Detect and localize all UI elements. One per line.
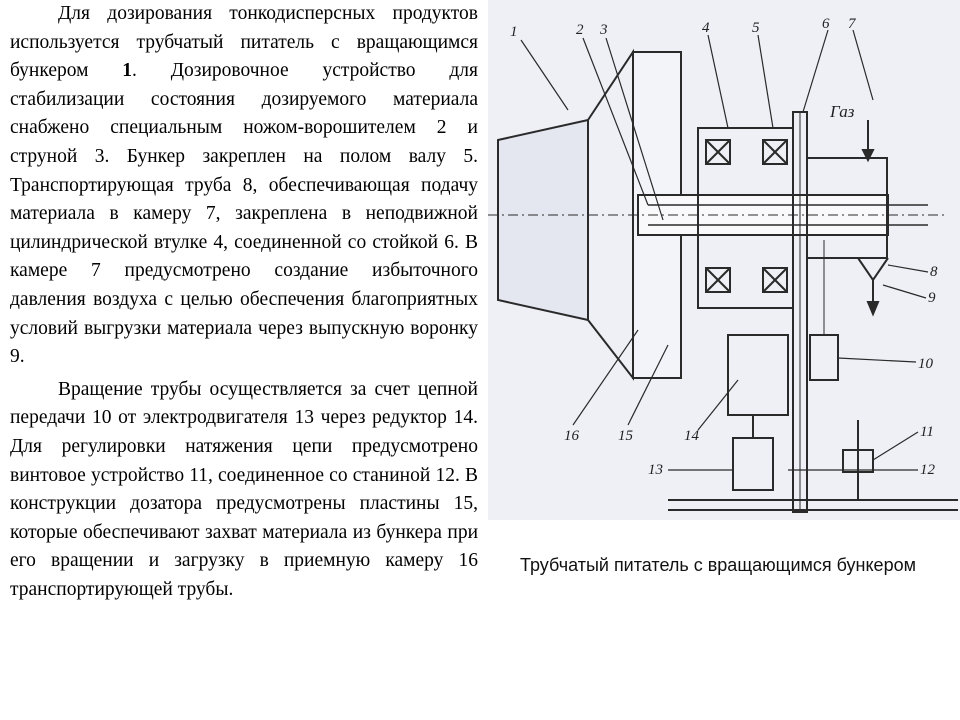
feeder-drawing bbox=[488, 0, 960, 520]
bunker-rim bbox=[498, 120, 588, 320]
reducer-14 bbox=[728, 335, 788, 415]
feeder-diagram bbox=[488, 0, 960, 520]
label-12: 12 bbox=[920, 462, 935, 478]
bunker-number: 1 bbox=[122, 60, 133, 82]
motor-13 bbox=[733, 438, 773, 490]
description-text bbox=[10, 0, 478, 604]
figure-caption: Трубчатый питатель с вращающимся бункером bbox=[520, 555, 916, 575]
label-6: 6 bbox=[822, 16, 830, 32]
label-14: 14 bbox=[684, 428, 699, 444]
paragraph-1-start: Для дозирования тонкодисперсных продуктов используется трубчатый питатель с вращающимся бункером bbox=[10, 3, 478, 82]
label-15: 15 bbox=[618, 428, 633, 444]
label-7: 7 bbox=[848, 16, 856, 32]
label-11: 11 bbox=[920, 424, 934, 440]
label-13: 13 bbox=[648, 462, 663, 478]
label-4: 4 bbox=[702, 20, 710, 36]
label-8: 8 bbox=[930, 264, 938, 280]
label-16: 16 bbox=[564, 428, 579, 444]
label-9: 9 bbox=[928, 290, 936, 306]
paragraph-1-rest: . Дозировочное устройство для стабилизации состояния дозируемого материала снабжено специальным ножом-ворошителем 2 и струной 3. Бункер закреплен на полом валу 5. Транспортирующая труба 8, обеспечивающая подачу материала в камеру 7, закреплена в неподвижной цилиндрической втулке 4, соединенной со стойкой 6. В камере 7 предусмотрено создание избыточного давления воздуха с целью обеспечения благоприятных условий выгрузки материала через выпускную воронку 9. bbox=[10, 60, 478, 368]
outlet-funnel-9 bbox=[858, 258, 888, 280]
gas-label: Газ bbox=[830, 102, 855, 121]
label-5: 5 bbox=[752, 20, 760, 36]
paragraph-1 bbox=[10, 0, 478, 372]
label-10: 10 bbox=[918, 356, 933, 372]
chain-drive-10 bbox=[810, 335, 838, 380]
paragraph-2: Вращение трубы осуществляется за счет цепной передачи 10 от электродвигателя 13 через редуктор 14. Для регулировки натяжения цепи предусмотрено винтовое устройство 11, соединенное со станиной 12. В конструкции дозатора предусмотрены пластины 15, которые обеспечивают захват материала из бункера при его вращении и загрузку в приемную камеру 16 транспортирующей трубы. bbox=[10, 378, 478, 600]
label-1: 1 bbox=[510, 24, 518, 40]
label-2: 2 bbox=[576, 22, 584, 38]
label-3: 3 bbox=[600, 22, 608, 38]
